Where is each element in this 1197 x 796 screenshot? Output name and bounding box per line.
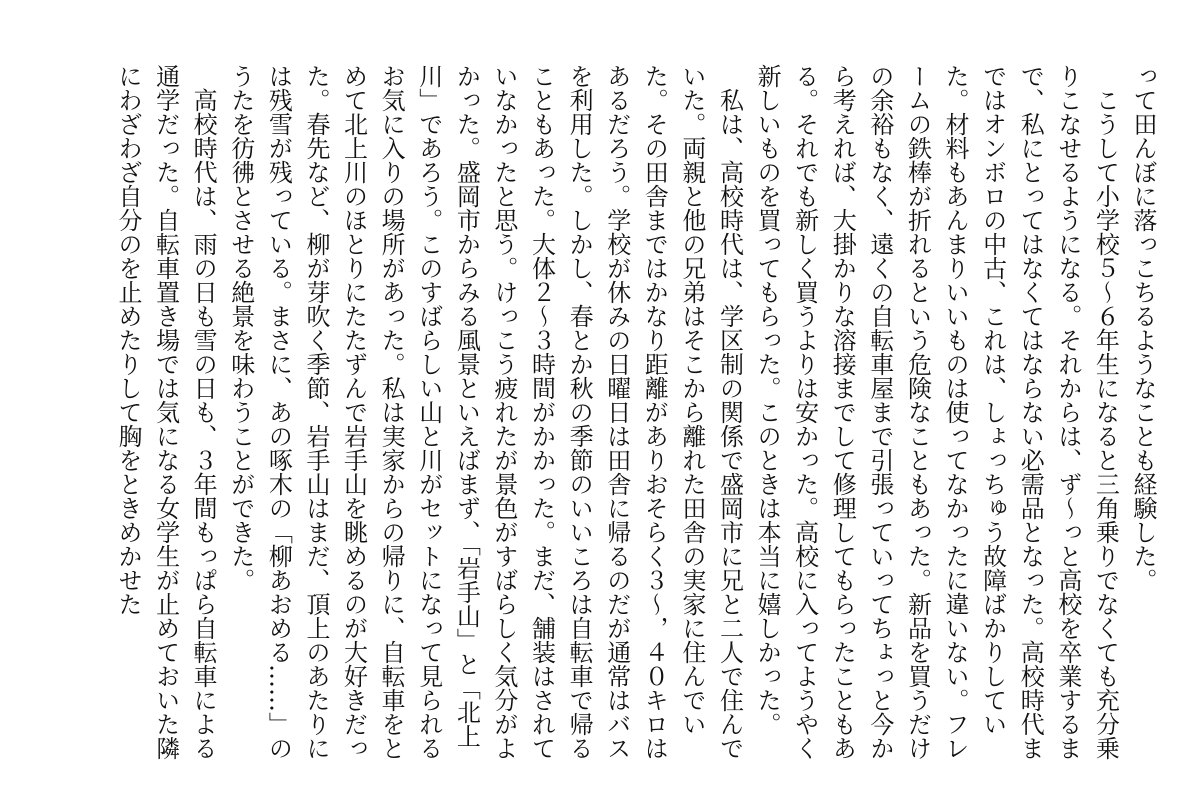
paragraph-2: こうして小学校５～６年生になると三角乗りでなくても充分乗りこなせるようになる。それからは、ず～っと高校を卒業するまで、私にとってはなくてはならない必需品となった。高校時代まではオンボロの中古、これは、しょっちゅう故障ばかりしていた。材料もあんまりいいものは使ってなかったに違いない。フレームの鉄棒が折れるという危険なこともあった。新品を買うだけの余裕もなく、遠くの自転車屋まで引張っていってちょっと今から考えれば、大掛かりな溶接までして修理してもらったこともある。それでも新しく買うよりは安かった。高校に入ってようやく新しいものを買ってもらった。このときは本当に嬉しかった。 bbox=[753, 64, 1120, 760]
paragraph-1: って田んぼに落っこちるようなことも経験した。 bbox=[1129, 64, 1157, 592]
paragraph-3: 私は、高校時代は、学区制の関係で盛岡市に兄と二人で住んでいた。両親と他の兄弟はそこから離れた田舎の実家に住んでいた。その田舎まではかなり距離がありおそらく３～，４０キロはあるだろう。学校が休みの日曜日は田舎に帰るのだが通常はバスを利用した。しかし、春とか秋の季節のいいころは自転車で帰ることもあった。大体２～３時間がかかった。まだ、舗装はされていなかったと思う。けっこう疲れたが景色がすばらしく気分がよかった。盛岡市からみる風景といえばまず、「岩手山」と「北上川」であろう。このすばらしい山と川がセットになって見られるお気に入りの場所があった。私は実家からの帰りに、自転車をとめて北上川のほとりにたたずんで岩手山を眺めるのが大好きだった。春先など、柳が芽吹く季節、岩手山はまだ、頂上のあたりには残雪が残っている。まさに、あの啄木の「柳あおめる……」のうたを彷彿とさせる絶景を味わうことができた。 bbox=[226, 64, 744, 760]
paragraph-4: 高校時代は、雨の日も雪の日も、３年間もっぱら自転車による通学だった。自転車置き場では気になる女学生が止めておいた隣にわざわざ自分のを止めたりして胸をときめかせた bbox=[113, 64, 218, 760]
vertical-text-body bbox=[108, 64, 1161, 764]
